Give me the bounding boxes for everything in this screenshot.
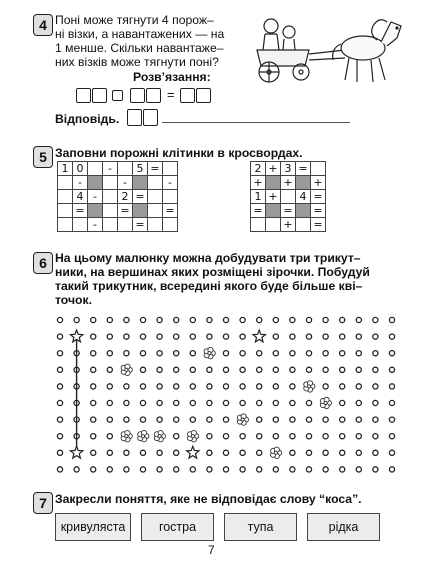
grid-dot[interactable] (107, 434, 112, 439)
grid-dot[interactable] (174, 351, 179, 356)
grid-dot[interactable] (174, 384, 179, 389)
task-4-line-2: ні візки, а навантажених — на (55, 27, 225, 41)
crossword-right-cell: + (266, 190, 281, 204)
grid-dot[interactable] (373, 467, 378, 472)
grid-dot[interactable] (91, 450, 96, 455)
grid-dot[interactable] (240, 334, 245, 339)
grid-dot[interactable] (207, 434, 212, 439)
grid-dot[interactable] (207, 384, 212, 389)
grid-dot[interactable] (257, 317, 262, 322)
crossword-left-cell: 5 (133, 162, 148, 176)
grid-dot[interactable] (124, 384, 129, 389)
star-icon[interactable] (70, 446, 82, 458)
grid-dot[interactable] (157, 384, 162, 389)
task-4-answer-label: Відповідь. (55, 112, 120, 126)
crossword-right-cell: = (311, 190, 326, 204)
grid-dot[interactable] (257, 400, 262, 405)
grid-dot[interactable] (240, 384, 245, 389)
grid-dot[interactable] (389, 434, 394, 439)
grid-dot[interactable] (107, 317, 112, 322)
grid-dot[interactable] (356, 351, 361, 356)
grid-dot[interactable] (306, 351, 311, 356)
task-4-line-4: них візків може тягнути поні? (55, 55, 219, 69)
grid-dot[interactable] (57, 400, 62, 405)
grid-dot[interactable] (157, 351, 162, 356)
grid-dot[interactable] (323, 384, 328, 389)
grid-dot[interactable] (290, 384, 295, 389)
page-number: 7 (208, 543, 215, 557)
grid-dot[interactable] (107, 351, 112, 356)
task-5-title: Заповни порожні клітинки в кросвордах. (55, 146, 303, 160)
option-tupa[interactable]: тупа (224, 513, 297, 541)
grid-dot[interactable] (306, 400, 311, 405)
grid-dot[interactable] (207, 417, 212, 422)
crossword-right-cell: + (266, 162, 281, 176)
grid-dot[interactable] (124, 400, 129, 405)
star-icon[interactable] (253, 330, 265, 342)
grid-dot[interactable] (323, 367, 328, 372)
grid-dot[interactable] (223, 351, 228, 356)
grid-dot[interactable] (373, 384, 378, 389)
grid-dot[interactable] (74, 317, 79, 322)
grid-dot[interactable] (223, 450, 228, 455)
grid-dot[interactable] (124, 334, 129, 339)
crossword-left-cell: 0 (73, 162, 88, 176)
grid-dot[interactable] (207, 317, 212, 322)
grid-dot[interactable] (356, 450, 361, 455)
crossword-right-cell: + (311, 176, 326, 190)
grid-dot[interactable] (174, 334, 179, 339)
grid-dot[interactable] (373, 417, 378, 422)
grid-dot[interactable] (57, 351, 62, 356)
grid-dot[interactable] (57, 317, 62, 322)
grid-dot[interactable] (240, 467, 245, 472)
grid-dot[interactable] (240, 434, 245, 439)
grid-dot[interactable] (356, 334, 361, 339)
grid-dot[interactable] (340, 317, 345, 322)
grid-dot[interactable] (157, 334, 162, 339)
grid-dot[interactable] (373, 351, 378, 356)
grid-dot[interactable] (207, 367, 212, 372)
crossword-left-cell: = (148, 162, 163, 176)
grid-dot[interactable] (306, 467, 311, 472)
grid-dot[interactable] (91, 434, 96, 439)
grid-dot[interactable] (240, 351, 245, 356)
crossword-right-cell: = (296, 162, 311, 176)
crossword-right-cell: 3 (281, 162, 296, 176)
grid-dot[interactable] (340, 384, 345, 389)
grid-dot[interactable] (140, 317, 145, 322)
grid-dot[interactable] (223, 317, 228, 322)
grid-dot[interactable] (74, 467, 79, 472)
grid-dot[interactable] (91, 384, 96, 389)
grid-dot[interactable] (107, 467, 112, 472)
grid-dot[interactable] (373, 434, 378, 439)
crossword-right-cell: 1 (251, 190, 266, 204)
grid-dot[interactable] (140, 400, 145, 405)
grid-dot[interactable] (57, 334, 62, 339)
grid-dot[interactable] (190, 467, 195, 472)
grid-dot[interactable] (107, 417, 112, 422)
grid-dot[interactable] (174, 317, 179, 322)
grid-dot[interactable] (290, 400, 295, 405)
task-7-number: 7 (33, 492, 53, 514)
grid-dot[interactable] (290, 434, 295, 439)
task-4-line-1: Поні може тягнути 4 порож– (55, 13, 214, 27)
task-4-solution-label: Розв’язання: (133, 70, 211, 84)
grid-dot[interactable] (140, 384, 145, 389)
flower-icon (121, 364, 132, 375)
grid-dot[interactable] (389, 317, 394, 322)
grid-dot[interactable] (107, 400, 112, 405)
grid-dot[interactable] (174, 450, 179, 455)
grid-dot[interactable] (124, 467, 129, 472)
grid-dot[interactable] (157, 467, 162, 472)
grid-dot[interactable] (140, 351, 145, 356)
grid-dot[interactable] (257, 367, 262, 372)
grid-dot[interactable] (323, 417, 328, 422)
grid-dot[interactable] (290, 367, 295, 372)
crossword-left-cell: - (103, 162, 118, 176)
grid-dot[interactable] (57, 417, 62, 422)
grid-dot[interactable] (389, 334, 394, 339)
grid-dot[interactable] (323, 450, 328, 455)
grid-dot[interactable] (124, 417, 129, 422)
grid-dot[interactable] (223, 434, 228, 439)
grid-dot[interactable] (223, 367, 228, 372)
crossword-left-cell: = (73, 204, 88, 218)
grid-dot[interactable] (373, 317, 378, 322)
grid-dot[interactable] (240, 450, 245, 455)
grid-dot[interactable] (356, 400, 361, 405)
crossword-right-cell: = (281, 204, 296, 218)
grid-dot[interactable] (340, 351, 345, 356)
grid-dot[interactable] (124, 450, 129, 455)
grid-dot[interactable] (190, 400, 195, 405)
grid-dot[interactable] (306, 450, 311, 455)
crossword-right-cell: = (311, 204, 326, 218)
grid-dot[interactable] (190, 334, 195, 339)
task-7-title: Закресли поняття, яке не відповідає слову “коса”. (55, 492, 362, 506)
grid-dot[interactable] (190, 417, 195, 422)
task-6-number: 6 (33, 252, 53, 274)
grid-dot[interactable] (107, 334, 112, 339)
grid-dot[interactable] (207, 400, 212, 405)
grid-dot[interactable] (323, 334, 328, 339)
grid-dot[interactable] (174, 367, 179, 372)
grid-dot[interactable] (223, 334, 228, 339)
grid-dot[interactable] (57, 450, 62, 455)
grid-dot[interactable] (340, 400, 345, 405)
crossword-left-cell: - (118, 176, 133, 190)
grid-dot[interactable] (273, 317, 278, 322)
grid-dot[interactable] (340, 417, 345, 422)
grid-dot[interactable] (356, 434, 361, 439)
grid-dot[interactable] (157, 417, 162, 422)
equals-sign: = (167, 87, 175, 102)
grid-dot[interactable] (273, 367, 278, 372)
grid-dot[interactable] (174, 400, 179, 405)
grid-dot[interactable] (290, 351, 295, 356)
grid-dot[interactable] (107, 384, 112, 389)
grid-dot[interactable] (273, 417, 278, 422)
grid-dot[interactable] (306, 334, 311, 339)
grid-dot[interactable] (389, 351, 394, 356)
task-6-line-4: точок. (55, 293, 92, 307)
flower-icon (271, 447, 282, 458)
grid-dot[interactable] (257, 351, 262, 356)
grid-dot[interactable] (157, 367, 162, 372)
crossword-left-cell: = (118, 204, 133, 218)
grid-dot[interactable] (306, 367, 311, 372)
grid-dot[interactable] (257, 384, 262, 389)
crossword-right-cell: = (251, 204, 266, 218)
crossword-right-cell: + (281, 218, 296, 232)
grid-dot[interactable] (290, 450, 295, 455)
flower-icon (121, 430, 132, 441)
crossword-left-cell: - (73, 176, 88, 190)
grid-dot[interactable] (190, 384, 195, 389)
grid-dot[interactable] (340, 450, 345, 455)
grid-dot[interactable] (257, 417, 262, 422)
grid-dot[interactable] (323, 434, 328, 439)
grid-dot[interactable] (290, 317, 295, 322)
grid-dot[interactable] (389, 417, 394, 422)
grid-dot[interactable] (306, 317, 311, 322)
grid-dot[interactable] (240, 400, 245, 405)
grid-dot[interactable] (140, 417, 145, 422)
grid-dot[interactable] (107, 367, 112, 372)
grid-dot[interactable] (174, 467, 179, 472)
flower-icon (188, 430, 199, 441)
grid-dot[interactable] (389, 400, 394, 405)
grid-dot[interactable] (223, 417, 228, 422)
star-icon[interactable] (187, 446, 199, 458)
grid-dot[interactable] (323, 351, 328, 356)
task-5-number: 5 (33, 146, 53, 168)
grid-dot[interactable] (157, 450, 162, 455)
grid-dot[interactable] (223, 467, 228, 472)
flower-icon (154, 430, 165, 441)
grid-dot[interactable] (91, 351, 96, 356)
grid-dot[interactable] (389, 367, 394, 372)
grid-dot[interactable] (373, 400, 378, 405)
option-kryvuliasta[interactable]: кривуляста (55, 513, 131, 541)
grid-dot[interactable] (340, 467, 345, 472)
grid-dot[interactable] (223, 400, 228, 405)
crossword-right-cell: 2 (251, 162, 266, 176)
grid-dot[interactable] (273, 384, 278, 389)
grid-dot[interactable] (356, 384, 361, 389)
grid-dot[interactable] (340, 434, 345, 439)
grid-dot[interactable] (240, 317, 245, 322)
grid-dot[interactable] (257, 450, 262, 455)
grid-dot[interactable] (240, 367, 245, 372)
grid-dot[interactable] (273, 434, 278, 439)
grid-dot[interactable] (389, 384, 394, 389)
grid-dot[interactable] (389, 450, 394, 455)
crossword-left-cell: 1 (58, 162, 73, 176)
option-ridka[interactable]: рідка (307, 513, 380, 541)
crossword-right-cell: 4 (296, 190, 311, 204)
grid-dot[interactable] (157, 317, 162, 322)
grid-dot[interactable] (356, 467, 361, 472)
grid-dot[interactable] (124, 351, 129, 356)
grid-dot[interactable] (340, 334, 345, 339)
grid-dot[interactable] (306, 417, 311, 422)
grid-dot[interactable] (273, 334, 278, 339)
grid-dot[interactable] (373, 334, 378, 339)
grid-dot[interactable] (273, 351, 278, 356)
crossword-left-cell: = (133, 218, 148, 232)
crossword-right-cell: + (251, 176, 266, 190)
grid-dot[interactable] (57, 384, 62, 389)
option-hostra[interactable]: гостра (141, 513, 214, 541)
grid-dot[interactable] (273, 467, 278, 472)
grid-dot[interactable] (57, 434, 62, 439)
grid-dot[interactable] (207, 334, 212, 339)
grid-dot[interactable] (140, 467, 145, 472)
crossword-left-cell: - (163, 176, 178, 190)
grid-dot[interactable] (91, 467, 96, 472)
grid-dot[interactable] (290, 467, 295, 472)
grid-dot[interactable] (174, 417, 179, 422)
grid-dot[interactable] (257, 434, 262, 439)
task-6-line-3: такий трикутник, всередині якого буде більше кві– (55, 279, 363, 293)
grid-dot[interactable] (207, 450, 212, 455)
grid-dot[interactable] (190, 367, 195, 372)
grid-dot[interactable] (290, 417, 295, 422)
grid-dot[interactable] (207, 467, 212, 472)
grid-dot[interactable] (124, 317, 129, 322)
grid-dot[interactable] (356, 417, 361, 422)
crossword-right-cell: + (281, 176, 296, 190)
crossword-left-cell: - (88, 190, 103, 204)
grid-dot[interactable] (373, 367, 378, 372)
grid-dot[interactable] (190, 351, 195, 356)
grid-dot[interactable] (273, 400, 278, 405)
grid-dot[interactable] (257, 467, 262, 472)
grid-dot[interactable] (356, 317, 361, 322)
task-4-line-3: 1 менше. Скільки навантаже– (55, 41, 224, 55)
grid-dot[interactable] (91, 400, 96, 405)
grid-dot[interactable] (91, 334, 96, 339)
grid-dot[interactable] (290, 334, 295, 339)
grid-dot[interactable] (91, 417, 96, 422)
task-6-line-1: На цьому малюнку можна добудувати три трикут– (55, 251, 361, 265)
grid-dot[interactable] (356, 367, 361, 372)
flower-icon (138, 430, 149, 441)
grid-dot[interactable] (157, 400, 162, 405)
grid-dot[interactable] (140, 334, 145, 339)
grid-dot[interactable] (91, 317, 96, 322)
grid-dot[interactable] (174, 434, 179, 439)
task-6-line-2: ники, на вершинах яких розміщені зірочки. Побудуй (55, 265, 370, 279)
crossword-left-cell: = (133, 190, 148, 204)
grid-dot[interactable] (323, 467, 328, 472)
grid-dot[interactable] (223, 384, 228, 389)
grid-dot[interactable] (140, 450, 145, 455)
crossword-left-cell: 4 (73, 190, 88, 204)
grid-dot[interactable] (389, 467, 394, 472)
crossword-left-cell: - (88, 218, 103, 232)
crossword-left-cell: = (163, 204, 178, 218)
grid-dot[interactable] (57, 367, 62, 372)
task-4-number: 4 (33, 14, 53, 36)
grid-dot[interactable] (373, 450, 378, 455)
grid-dot[interactable] (57, 467, 62, 472)
grid-dot[interactable] (91, 367, 96, 372)
grid-dot[interactable] (323, 317, 328, 322)
flower-icon (320, 397, 331, 408)
flower-icon (304, 381, 315, 392)
crossword-right-cell: = (311, 218, 326, 232)
flower-icon (204, 347, 215, 358)
flower-icon (237, 414, 248, 425)
grid-dot[interactable] (190, 317, 195, 322)
grid-dot[interactable] (140, 367, 145, 372)
grid-dot[interactable] (306, 434, 311, 439)
grid-dot[interactable] (340, 367, 345, 372)
grid-dot[interactable] (107, 450, 112, 455)
crossword-left-cell: 2 (118, 190, 133, 204)
